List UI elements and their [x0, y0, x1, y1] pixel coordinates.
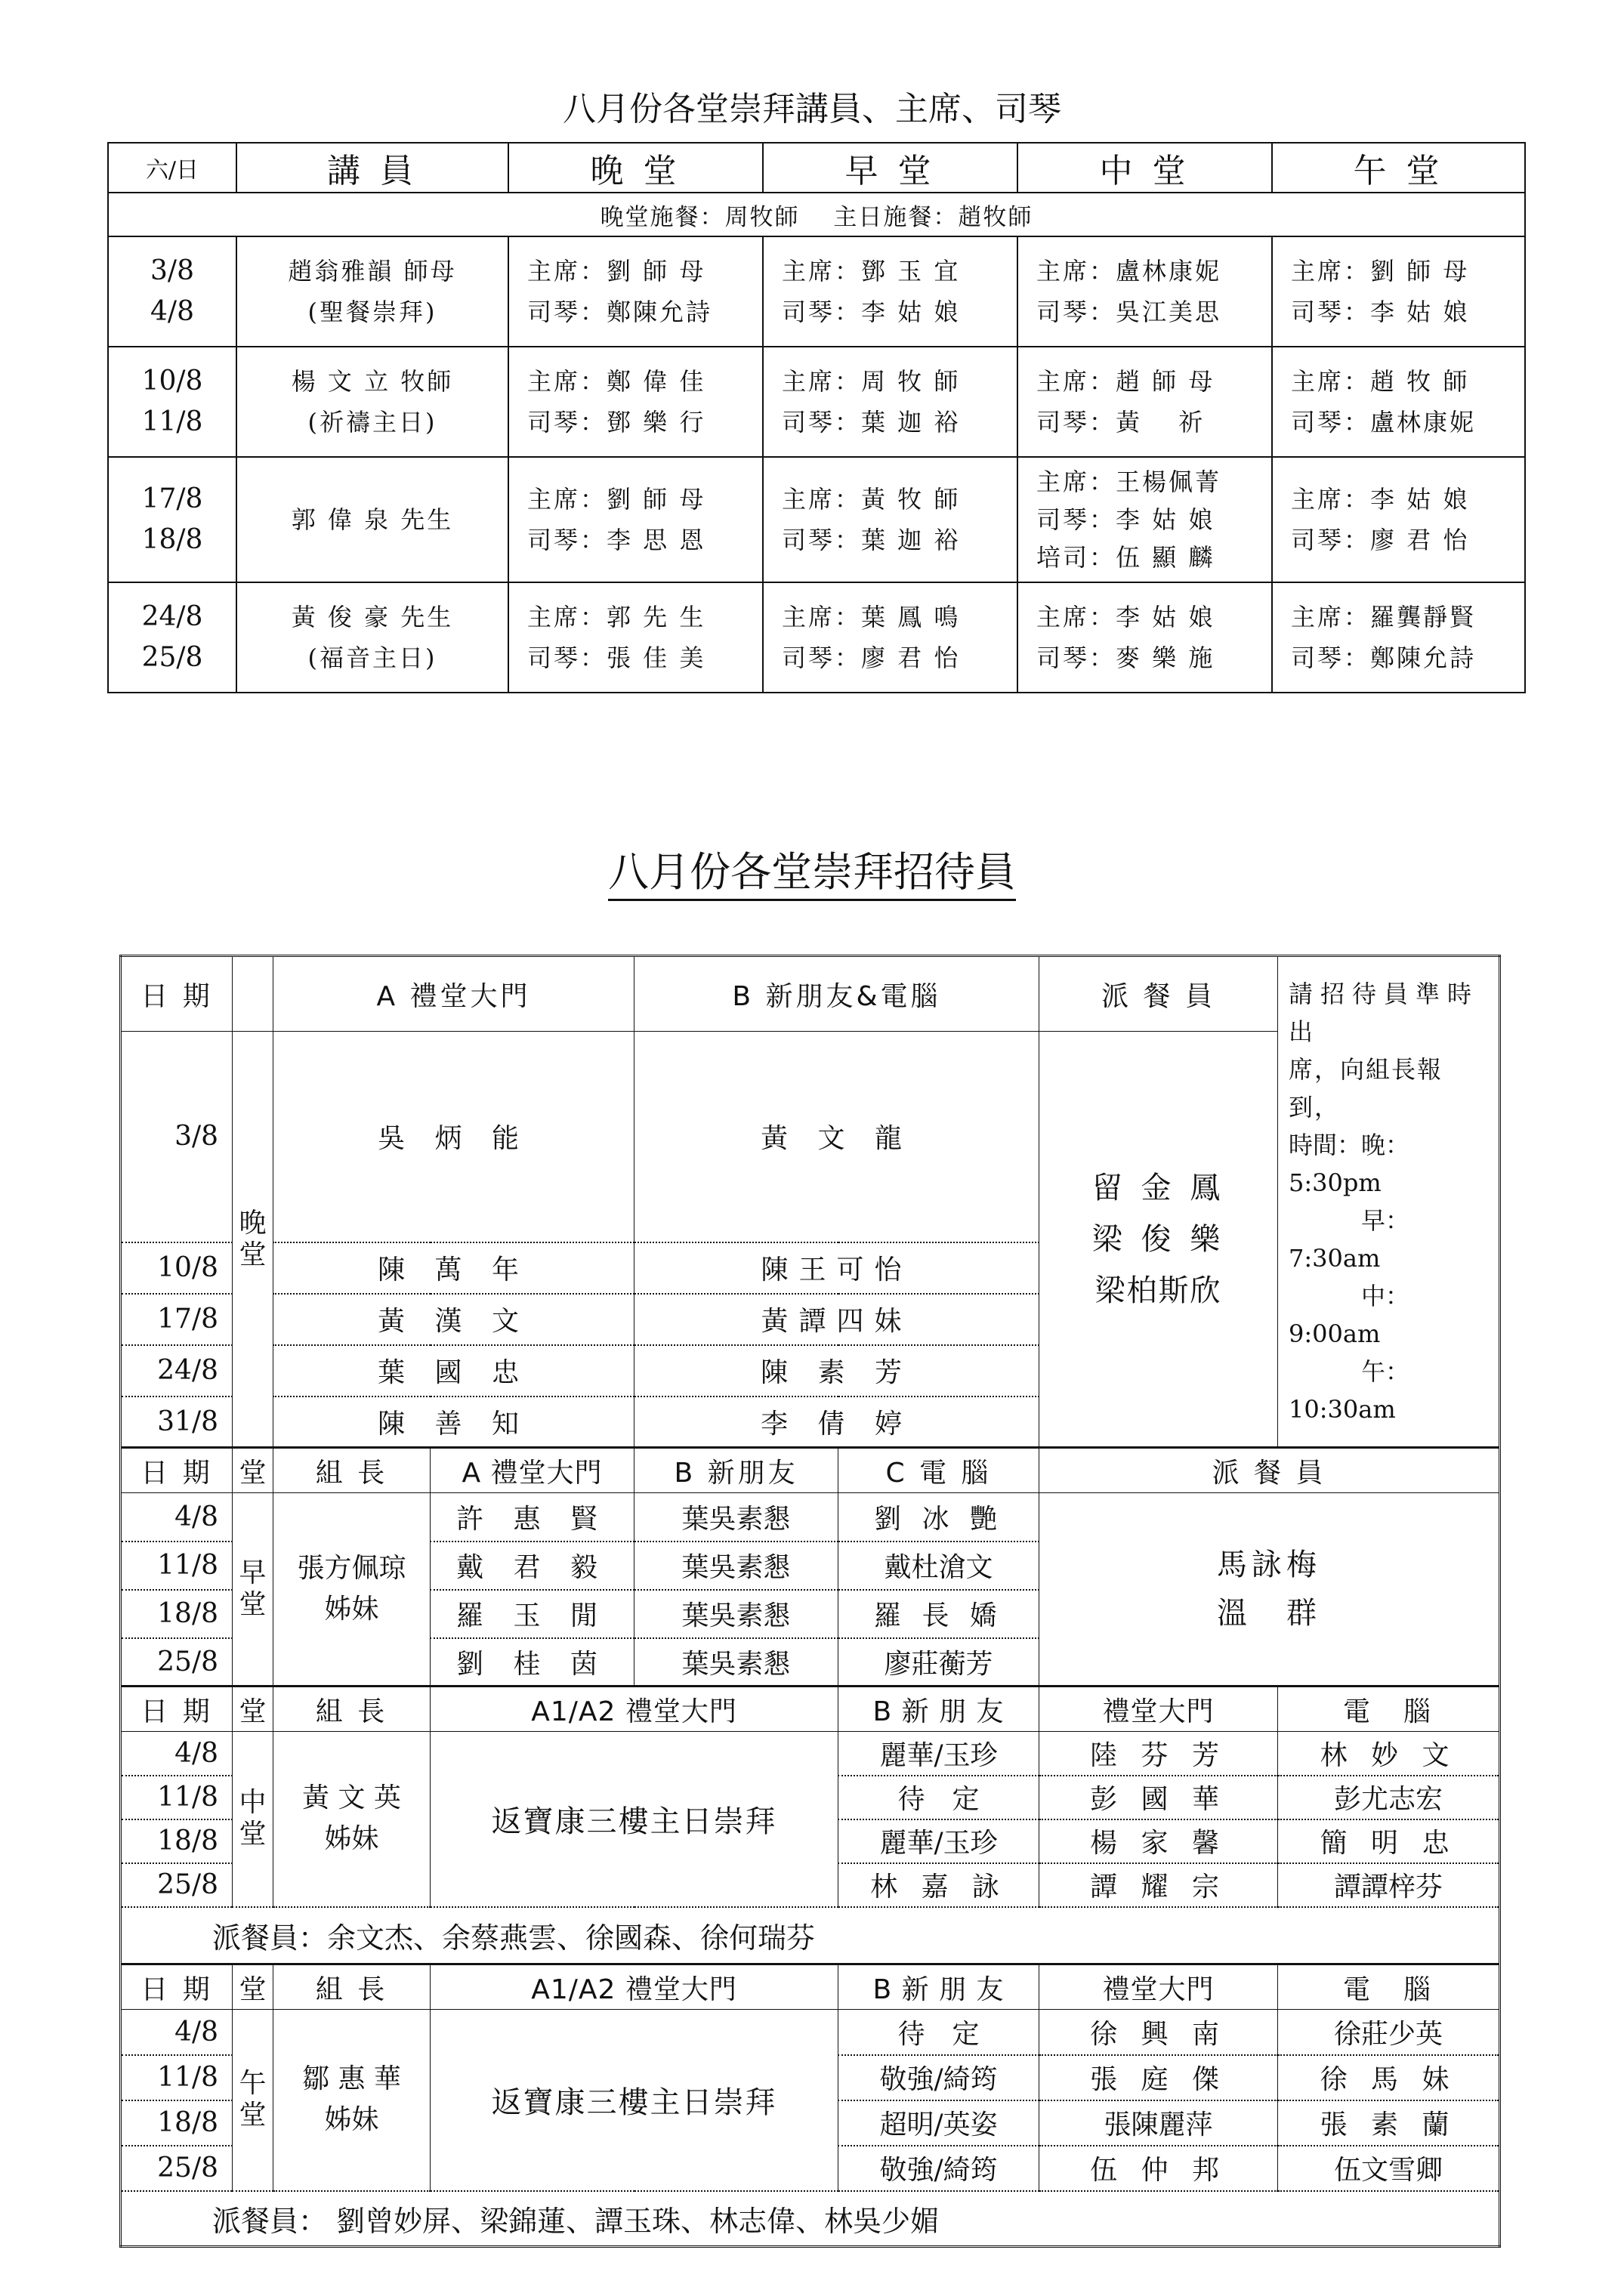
- noon-meal-servers: 派餐員： 劉曾妙屏、梁錦蓮、譚玉珠、林志偉、林吳少媚: [121, 2191, 1500, 2247]
- date-cell: 11/8: [121, 1776, 233, 1819]
- a-cell: 陳 萬 年: [273, 1242, 634, 1294]
- early-cell: 主席：黃 牧 師 司琴：葉 迦 裕: [763, 457, 1017, 582]
- computer-cell: 彭尤志宏: [1278, 1776, 1500, 1819]
- computer-cell: 簡 明 忠: [1278, 1819, 1500, 1863]
- early-header-a: A 禮堂大門: [431, 1448, 634, 1493]
- noon-header-a: A1/A2 禮堂大門: [431, 1964, 838, 2010]
- hallgate-cell: 伍 仲 邦: [1039, 2146, 1278, 2191]
- hall-label-evening: 晚堂: [233, 1032, 273, 1448]
- date-cell: 17/8 18/8: [108, 457, 236, 582]
- noon-header-hallgate: 禮堂大門: [1039, 1964, 1278, 2010]
- early-header-leader: 組 長: [273, 1448, 431, 1493]
- date-cell: 25/8: [121, 2146, 233, 2191]
- c-cell: 廖莊蘅芳: [838, 1638, 1039, 1687]
- speaker-cell: 楊 文 立 牧師 (祈禱主日): [236, 347, 508, 457]
- b-cell: 敬強/綺筠: [838, 2146, 1039, 2191]
- a-cell: 劉 桂 茵: [431, 1638, 634, 1687]
- date-cell: 24/8: [121, 1345, 233, 1396]
- computer-cell: 伍文雪卿: [1278, 2146, 1500, 2191]
- hall-label-mid: 中堂: [233, 1732, 273, 1907]
- hallgate-cell: 楊 家 馨: [1039, 1819, 1278, 1863]
- mid-header-computer: 電 腦: [1278, 1687, 1500, 1732]
- usher-title: 八月份各堂崇拜招待員: [0, 840, 1624, 898]
- mid-meal-servers: 派餐員：余文杰、余蔡燕雲、徐國森、徐何瑞芬: [121, 1907, 1500, 1964]
- mid-header-a: A1/A2 禮堂大門: [431, 1687, 838, 1732]
- b-cell: 葉吳素懇: [634, 1493, 838, 1542]
- computer-cell: 張 素 蘭: [1278, 2100, 1500, 2146]
- date-cell: 24/8 25/8: [108, 582, 236, 693]
- mid-header-leader: 組 長: [273, 1687, 431, 1732]
- a-cell: 許 惠 賢: [431, 1493, 634, 1542]
- early-cell: 主席：鄧 玉 宜 司琴：李 姑 娘: [763, 236, 1017, 347]
- table-row: [108, 236, 1525, 347]
- mid-header-row: [121, 1687, 1500, 1732]
- b-cell: 黃譚四妹: [634, 1294, 1039, 1345]
- hall-label-early: 早堂: [233, 1493, 273, 1687]
- noon-header-date: 日 期: [121, 1964, 233, 2010]
- a-cell: 戴 君 毅: [431, 1542, 634, 1590]
- header-noon: 午 堂: [1272, 143, 1525, 193]
- date-cell: 10/8: [121, 1242, 233, 1294]
- table-row: [121, 2010, 1500, 2055]
- noon-cell: 主席：趙 牧 師 司琴：盧林康妮: [1272, 347, 1525, 457]
- early-leader: 張方佩琼 姊妹: [273, 1493, 431, 1687]
- b-cell: 待 定: [838, 2010, 1039, 2055]
- hallgate-cell: 譚 耀 宗: [1039, 1863, 1278, 1907]
- a-cell: 羅 玉 閒: [431, 1590, 634, 1638]
- date-cell: 31/8: [121, 1396, 233, 1448]
- mid-cell: 主席：趙 師 母 司琴：黃 祈: [1017, 347, 1272, 457]
- evening-cell: 主席：郭 先 生 司琴：張 佳 美: [508, 582, 763, 693]
- b-cell: 敬強/綺筠: [838, 2055, 1039, 2100]
- b-cell: 麗華/玉珍: [838, 1819, 1039, 1863]
- c-cell: 戴杜滄文: [838, 1542, 1039, 1590]
- speaker-schedule-table: [107, 142, 1526, 693]
- b-cell: 待 定: [838, 1776, 1039, 1819]
- computer-cell: 譚譚梓芬: [1278, 1863, 1500, 1907]
- table-row: [108, 457, 1525, 582]
- mid-cell: 主席：王楊佩菁 司琴：李 姑 娘 培司：伍 顯 麟: [1017, 457, 1272, 582]
- table-row: [121, 1732, 1500, 1776]
- mid-meal-row: [121, 1907, 1500, 1964]
- b-cell: 林 嘉 詠: [838, 1863, 1039, 1907]
- table-row: [108, 347, 1525, 457]
- schedule-title: 八月份各堂崇拜講員、主席、司琴: [563, 90, 1061, 128]
- noon-meal-row: [121, 2191, 1500, 2247]
- date-cell: 4/8: [121, 1732, 233, 1776]
- date-cell: 18/8: [121, 1819, 233, 1863]
- noon-service: 返寶康三樓主日崇拜: [431, 2010, 838, 2191]
- early-header-hall: 堂: [233, 1448, 273, 1493]
- b-cell: 黃 文 龍: [634, 1032, 1039, 1242]
- mid-cell: 主席：盧林康妮 司琴：吳江美思: [1017, 236, 1272, 347]
- c-cell: 劉 冰 艷: [838, 1493, 1039, 1542]
- hallgate-cell: 徐 興 南: [1039, 2010, 1278, 2055]
- mid-header-b: B 新 朋 友: [838, 1687, 1039, 1732]
- evening-cell: 主席：鄭 偉 佳 司琴：鄧 樂 行: [508, 347, 763, 457]
- b-cell: 陳 素 芳: [634, 1345, 1039, 1396]
- speaker-cell: 郭 偉 泉 先生: [236, 457, 508, 582]
- meal-note: 晚堂施餐：周牧師 主日施餐：趙牧師: [108, 193, 1525, 236]
- early-header-row: [121, 1448, 1500, 1493]
- date-cell: 4/8: [121, 1493, 233, 1542]
- evening-cell: 主席：劉 師 母 司琴：李 思 恩: [508, 457, 763, 582]
- date-cell: 18/8: [121, 1590, 233, 1638]
- hallgate-cell: 陸 芬 芳: [1039, 1732, 1278, 1776]
- evening-cell: 主席：劉 師 母 司琴：鄭陳允詩: [508, 236, 763, 347]
- date-cell: 11/8: [121, 1542, 233, 1590]
- noon-header-computer: 電 腦: [1278, 1964, 1500, 2010]
- noon-header-row: [121, 1964, 1500, 2010]
- header-speaker: 講 員: [236, 143, 508, 193]
- early-cell: 主席：葉 鳳 鳴 司琴：廖 君 怡: [763, 582, 1017, 693]
- early-header-b: B 新朋友: [634, 1448, 838, 1493]
- early-header-date: 日 期: [121, 1448, 233, 1493]
- noon-header-leader: 組 長: [273, 1964, 431, 2010]
- early-header-c: C 電 腦: [838, 1448, 1039, 1493]
- computer-cell: 林 妙 文: [1278, 1732, 1500, 1776]
- date-cell: 11/8: [121, 2055, 233, 2100]
- header-date: 六/日: [108, 143, 236, 193]
- a-cell: 黃 漢 文: [273, 1294, 634, 1345]
- speaker-cell: 黃 俊 豪 先生 (福音主日): [236, 582, 508, 693]
- evening-header-a: A 禮堂大門: [273, 956, 634, 1032]
- speaker-cell: 趙翁雅韻 師母 (聖餐崇拜): [236, 236, 508, 347]
- date-cell: 3/8 4/8: [108, 236, 236, 347]
- date-cell: 4/8: [121, 2010, 233, 2055]
- hallgate-cell: 彭 國 華: [1039, 1776, 1278, 1819]
- table-row: [108, 582, 1525, 693]
- a-cell: 葉 國 忠: [273, 1345, 634, 1396]
- date-cell: 10/8 11/8: [108, 347, 236, 457]
- b-cell: 陳王可怡: [634, 1242, 1039, 1294]
- b-cell: 李 倩 婷: [634, 1396, 1039, 1448]
- b-cell: 葉吳素懇: [634, 1590, 838, 1638]
- noon-leader: 鄒 惠 華 姊妹: [273, 2010, 431, 2191]
- evening-header-meal: 派 餐 員: [1039, 956, 1278, 1032]
- noon-cell: 主席：劉 師 母 司琴：李 姑 娘: [1272, 236, 1525, 347]
- usher-schedule-table: [119, 955, 1501, 2248]
- early-header-meal: 派 餐 員: [1039, 1448, 1500, 1493]
- usher-notes: 請招待員準時出 席，向組長報到， 時間：晚：5:30pm 早：7:30am 中：9:00am 午：10:30am: [1278, 956, 1500, 1448]
- date-cell: 25/8: [121, 1638, 233, 1687]
- hallgate-cell: 張 庭 傑: [1039, 2055, 1278, 2100]
- early-cell: 主席：周 牧 師 司琴：葉 迦 裕: [763, 347, 1017, 457]
- a-cell: 陳 善 知: [273, 1396, 634, 1448]
- hall-label-noon: 午堂: [233, 2010, 273, 2191]
- b-cell: 超明/英姿: [838, 2100, 1039, 2146]
- date-cell: 25/8: [121, 1863, 233, 1907]
- mid-leader: 黃 文 英 姊妹: [273, 1732, 431, 1907]
- header-early: 早 堂: [763, 143, 1017, 193]
- date-cell: 17/8: [121, 1294, 233, 1345]
- noon-cell: 主席：羅龔靜賢 司琴：鄭陳允詩: [1272, 582, 1525, 693]
- mid-header-date: 日 期: [121, 1687, 233, 1732]
- c-cell: 羅 長 嬌: [838, 1590, 1039, 1638]
- early-meal-servers: 馬詠梅 溫 群: [1039, 1493, 1500, 1687]
- evening-meal-servers: 留 金 鳳 梁 俊 樂 梁柏斯欣: [1039, 1032, 1278, 1448]
- table-row: [121, 1493, 1500, 1542]
- b-cell: 葉吳素懇: [634, 1542, 838, 1590]
- mid-header-hall: 堂: [233, 1687, 273, 1732]
- computer-cell: 徐莊少英: [1278, 2010, 1500, 2055]
- date-cell: 3/8: [121, 1032, 233, 1242]
- header-evening: 晚 堂: [508, 143, 763, 193]
- mid-header-hallgate: 禮堂大門: [1039, 1687, 1278, 1732]
- meal-note-row: [108, 193, 1525, 236]
- a-cell: 吳 炳 能: [273, 1032, 634, 1242]
- noon-cell: 主席：李 姑 娘 司琴：廖 君 怡: [1272, 457, 1525, 582]
- b-cell: 葉吳素懇: [634, 1638, 838, 1687]
- evening-header-b: B 新朋友&電腦: [634, 956, 1039, 1032]
- mid-cell: 主席：李 姑 娘 司琴：麥 樂 施: [1017, 582, 1272, 693]
- header-row: [108, 143, 1525, 193]
- header-mid: 中 堂: [1017, 143, 1272, 193]
- noon-header-hall: 堂: [233, 1964, 273, 2010]
- hallgate-cell: 張陳麗萍: [1039, 2100, 1278, 2146]
- computer-cell: 徐 馬 妹: [1278, 2055, 1500, 2100]
- evening-header-row: [121, 956, 1500, 1032]
- evening-header-date: 日 期: [121, 956, 233, 1032]
- date-cell: 18/8: [121, 2100, 233, 2146]
- mid-service: 返寶康三樓主日崇拜: [431, 1732, 838, 1907]
- noon-header-b: B 新 朋 友: [838, 1964, 1039, 2010]
- b-cell: 麗華/玉珍: [838, 1732, 1039, 1776]
